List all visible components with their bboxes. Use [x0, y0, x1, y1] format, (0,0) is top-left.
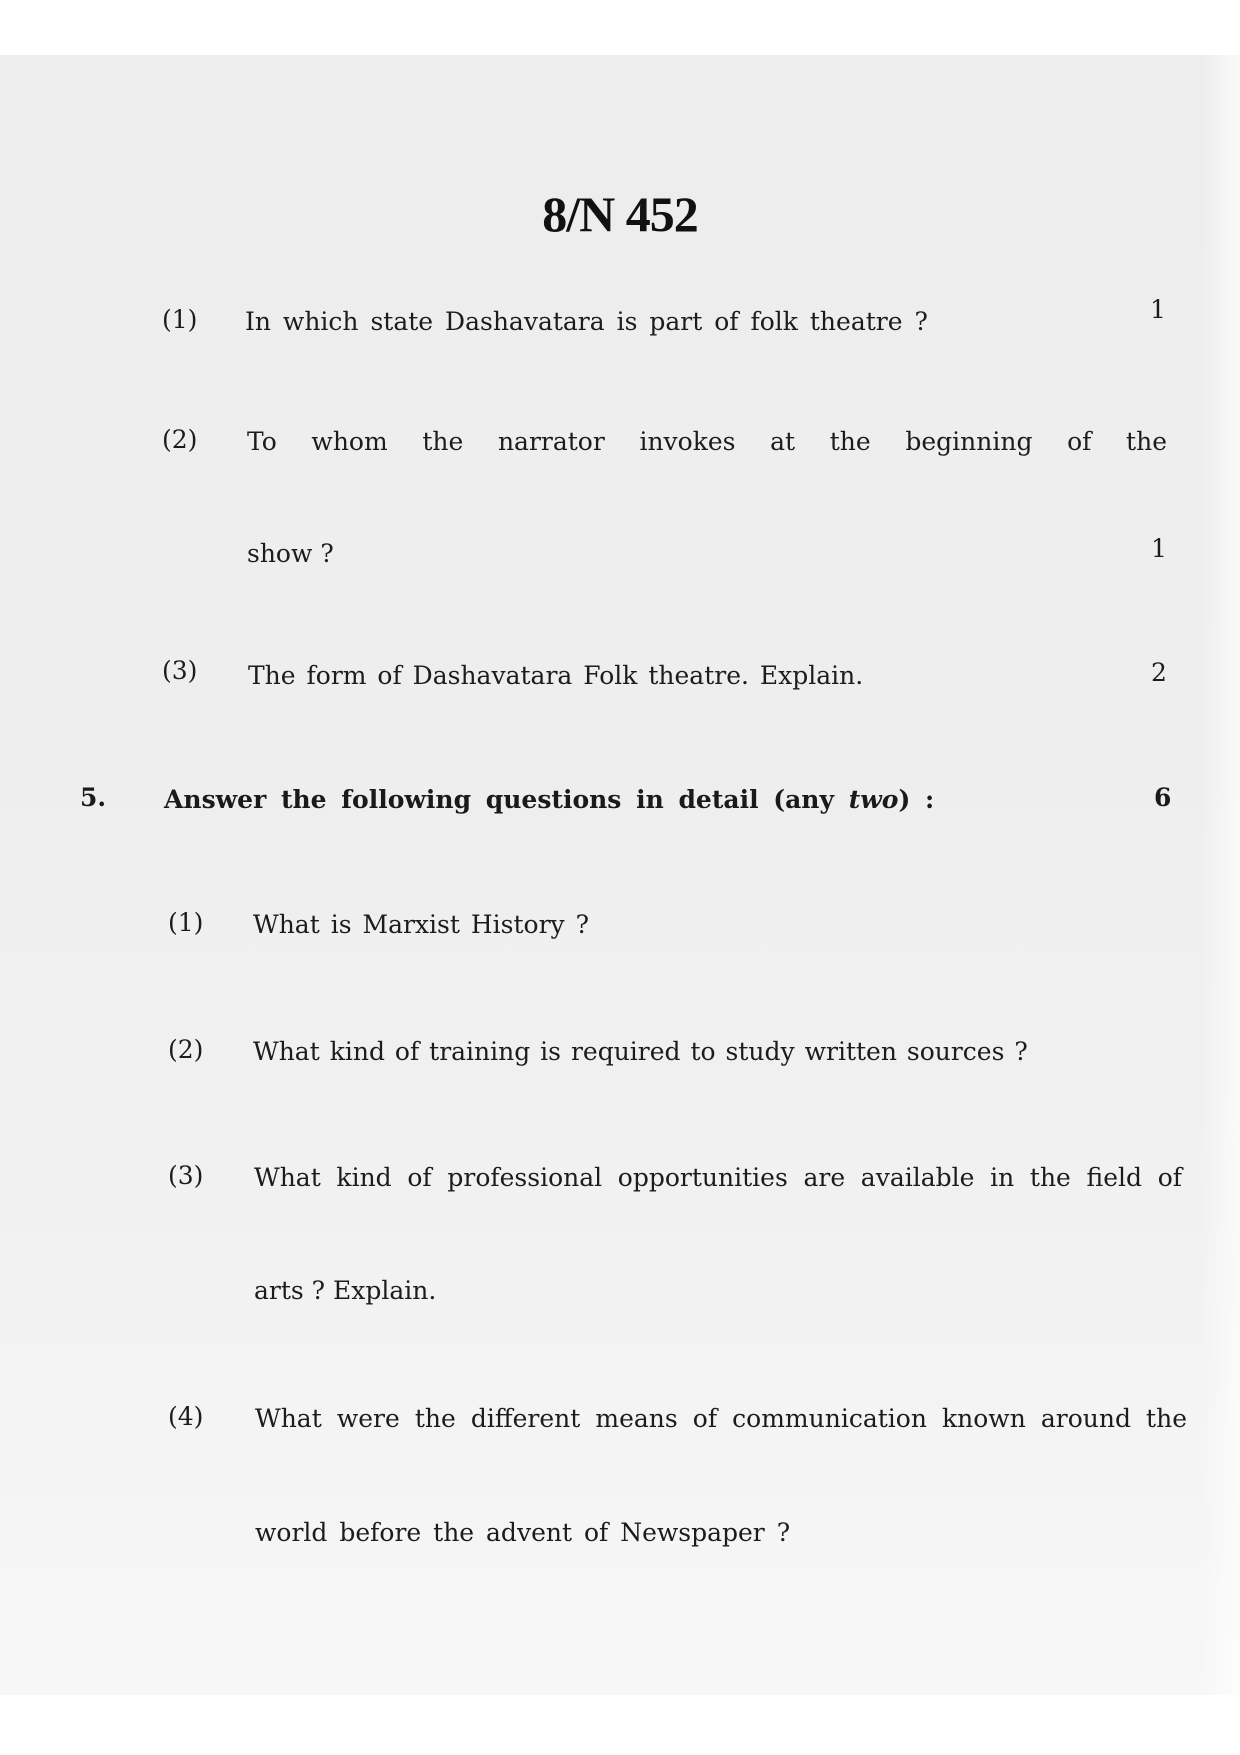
page-title: 8/N 452 [542, 186, 698, 242]
section-number: 5. [80, 783, 107, 812]
question-text-continuation: world before the advent of Newspaper ? [255, 1518, 791, 1547]
question-text: What is Marxist History ? [253, 910, 589, 939]
question-marks: 2 [1151, 658, 1167, 687]
paper-sheet [0, 55, 1240, 1695]
section-heading: Answer the following questions in detail (any two) : [164, 785, 935, 814]
question-marks: 1 [1150, 295, 1166, 324]
question-text: What kind of training is required to study written sources ? [253, 1037, 1028, 1066]
question-text-continuation: arts ? Explain. [254, 1276, 437, 1305]
question-number: (3) [168, 1161, 204, 1190]
question-text: What kind of professional opportunities are available in the field of [254, 1163, 1182, 1192]
question-marks: 1 [1151, 534, 1167, 563]
question-number: (1) [168, 908, 204, 937]
question-number: (2) [168, 1035, 204, 1064]
question-text: What were the different means of communication known around the [255, 1404, 1187, 1433]
question-text: In which state Dashavatara is part of folk theatre ? [245, 307, 928, 336]
question-number: (4) [168, 1402, 204, 1431]
question-text: To whom the narrator invokes at the beginning of the [247, 427, 1167, 456]
question-text-continuation: show ? [247, 539, 334, 568]
question-text: The form of Dashavatara Folk theatre. Explain. [248, 661, 864, 690]
question-number: (2) [162, 425, 198, 454]
question-number: (3) [162, 656, 198, 685]
section-marks: 6 [1154, 783, 1172, 812]
question-number: (1) [162, 305, 198, 334]
